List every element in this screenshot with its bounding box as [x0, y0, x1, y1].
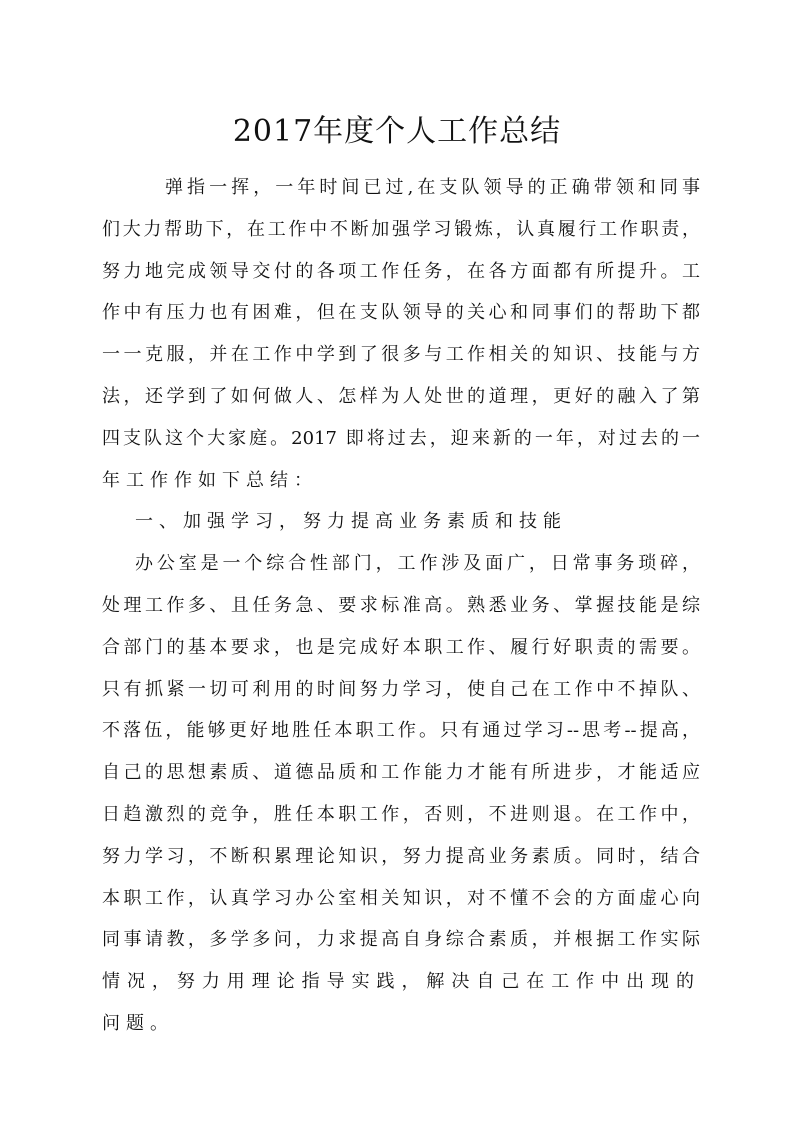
section-heading: 一、加强学习，努力提高业务素质和技能 [135, 511, 567, 533]
document-body [102, 167, 700, 1045]
text-line: 作中有压力也有困难，但在支队领导的关心和同事们的帮助下都 [102, 302, 700, 324]
text-line: 办公室是一个综合性部门，工作涉及面广，日常事务琐碎， [135, 553, 700, 575]
document-title: 2017年度个人工作总结 [232, 114, 562, 149]
paragraph-intro [102, 167, 700, 501]
text-line: 年工作作如下总结： [102, 469, 318, 491]
text-line: 处理工作多、且任务急、要求标准高。熟悉业务、掌握技能是综 [102, 594, 700, 616]
text-line: 一一克服，并在工作中学到了很多与工作相关的知识、技能与方 [102, 344, 700, 366]
text-line: 不落伍，能够更好地胜任本职工作。只有通过学习--思考--提高， [102, 720, 700, 742]
text-line: 四支队这个大家庭。2017 即将过去，迎来新的一年，对过去的一 [102, 427, 700, 449]
text-line: 自己的思想素质、道德品质和工作能力才能有所进步，才能适应 [102, 762, 700, 784]
text-line: 努力学习，不断积累理论知识，努力提高业务素质。同时，结合 [102, 845, 700, 867]
text-line: 法，还学到了如何做人、怎样为人处世的道理，更好的融入了第 [102, 385, 700, 407]
text-line: 弹指一挥，一年时间已过,在支队领导的正确带领和同事 [165, 177, 700, 198]
text-line: 合部门的基本要求，也是完成好本职工作、履行好职责的需要。 [102, 636, 700, 658]
text-line: 努力地完成领导交付的各项工作任务，在各方面都有所提升。工 [102, 260, 700, 282]
text-line: 日趋激烈的竞争，胜任本职工作，否则，不进则退。在工作中， [102, 803, 700, 825]
text-line: 只有抓紧一切可利用的时间努力学习，使自己在工作中不掉队、 [102, 678, 700, 700]
text-line: 情况，努力用理论指导实践，解决自己在工作中出现的问题。 [102, 971, 700, 1034]
text-line: 本职工作，认真学习办公室相关知识，对不懂不会的方面虚心向 [102, 887, 700, 909]
text-line: 同事请教，多学多问，力求提高自身综合素质，并根据工作实际 [102, 929, 700, 951]
paragraph-study [102, 543, 700, 1045]
text-line: 们大力帮助下，在工作中不断加强学习锻炼，认真履行工作职责， [102, 218, 700, 240]
